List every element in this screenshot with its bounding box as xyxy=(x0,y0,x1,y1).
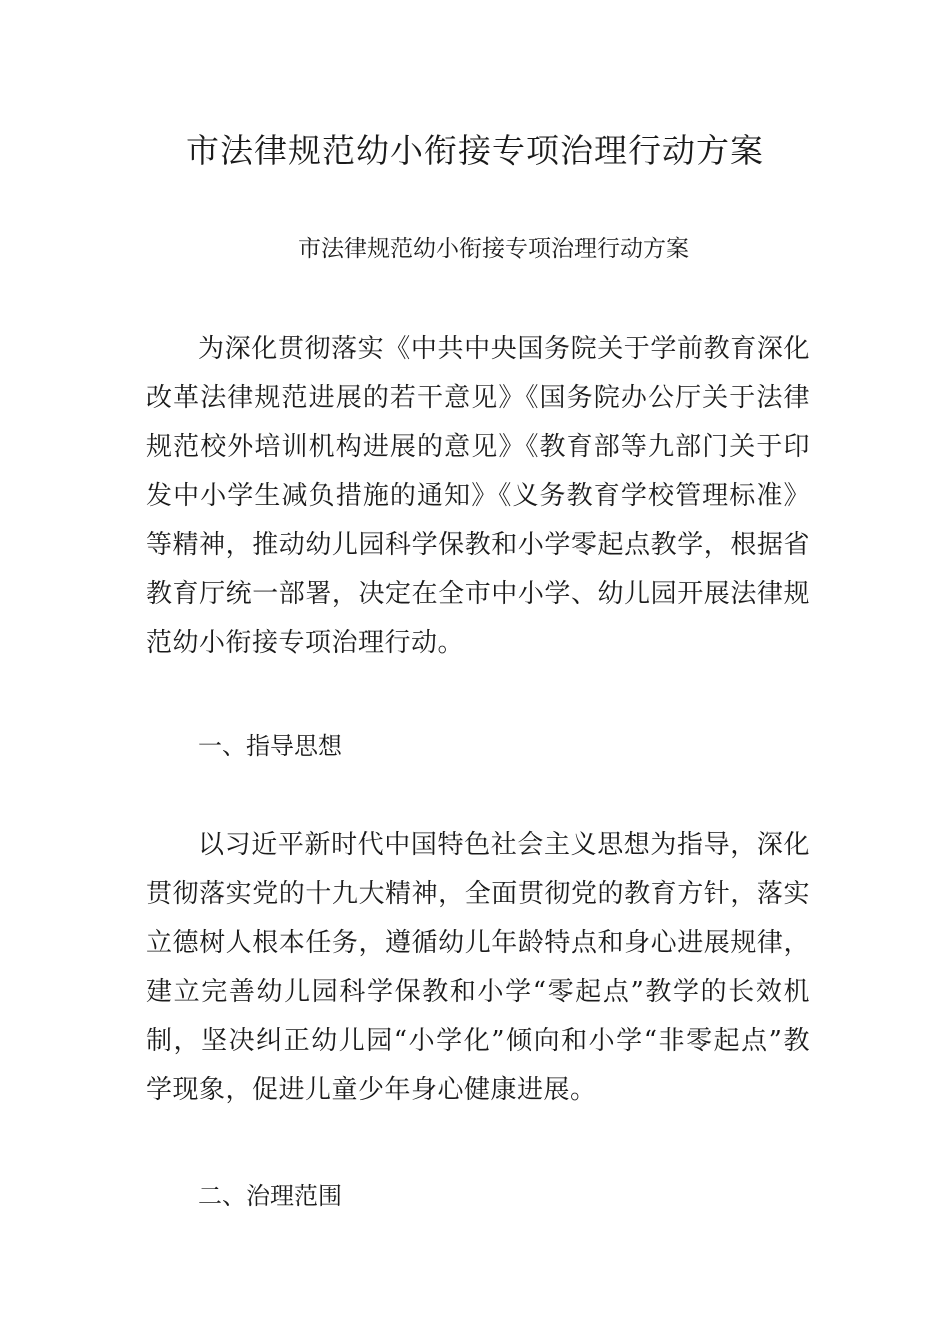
guiding-ideology-paragraph: 以习近平新时代中国特色社会主义思想为指导，深化贯彻落实党的十九大精神，全面贯彻党的教育方针，落实立德树人根本任务，遵循幼儿年龄特点和身心进展规律，建立完善幼儿园科学保教和小学“零起点”教学的长效机制，坚决纠正幼儿园“小学化”倾向和小学“非零起点”教学现象，促进儿童少年身心健康进展。 xyxy=(146,830,810,1105)
document-title: 市法律规范幼小衔接专项治理行动方案 xyxy=(186,131,764,170)
section-heading-guiding-ideology: 一、指导思想 xyxy=(198,732,342,760)
intro-paragraph: 为深化贯彻落实《中共中央国务院关于学前教育深化改革法律规范进展的若干意见》《国务院办公厅关于法律规范校外培训机构进展的意见》《教育部等九部门关于印发中小学生减负措施的通知》《义务教育学校管理标准》等精神，推动幼儿园科学保教和小学零起点教学，根据省教育厅统一部署，决定在全市中小学、幼儿园开展法律规范幼小衔接专项治理行动。 xyxy=(146,334,810,658)
document-subtitle: 市法律规范幼小衔接专项治理行动方案 xyxy=(298,236,689,262)
section-heading-scope: 二、治理范围 xyxy=(198,1182,342,1210)
